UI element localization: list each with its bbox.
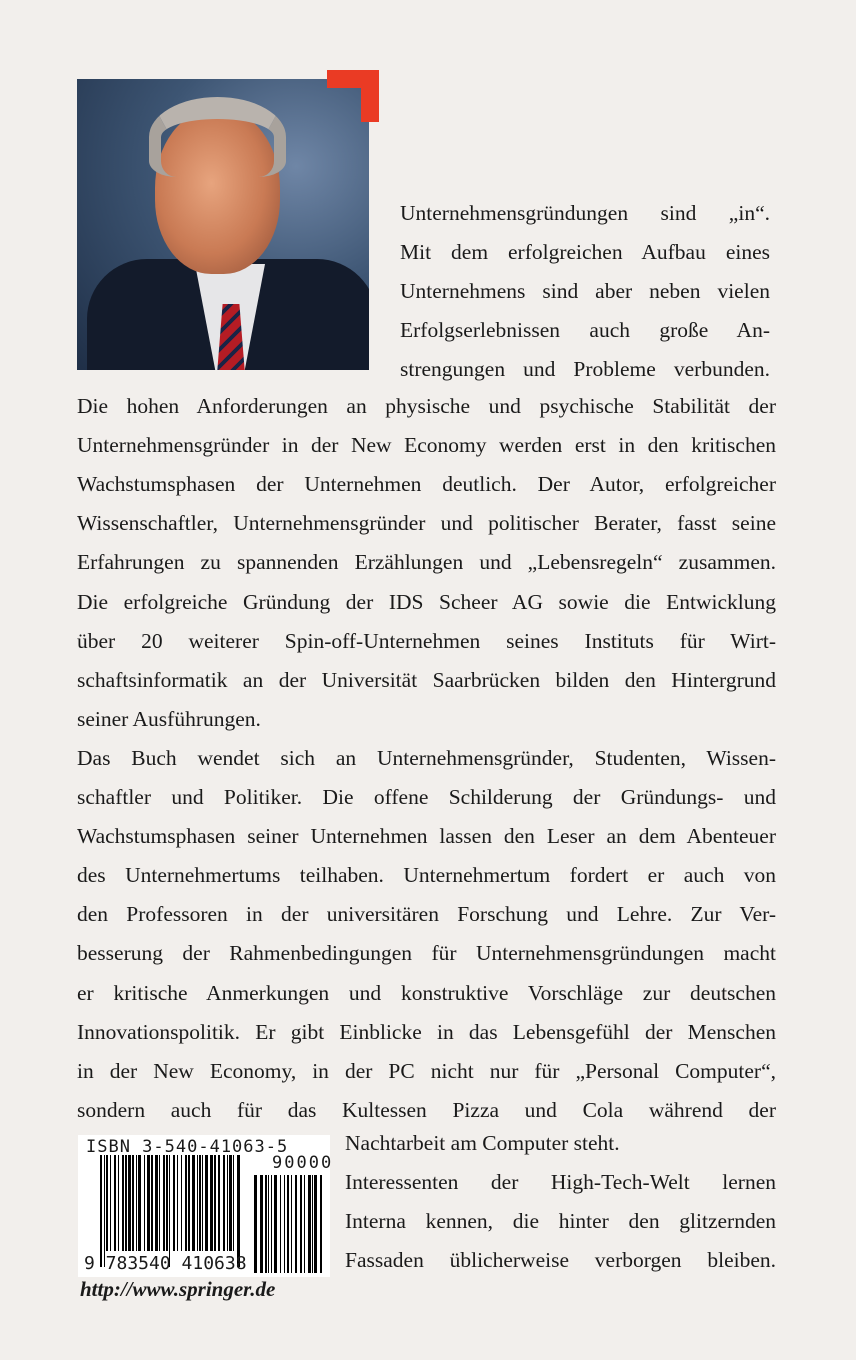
text-line: strengungen und Probleme verbunden. (400, 357, 770, 382)
text-line: Wachstumsphasen der Unternehmen deutlich. Der Autor, erfolgreicher (77, 472, 776, 497)
barcode-bar (260, 1175, 263, 1273)
barcode-bar (287, 1175, 289, 1273)
author-photo (77, 79, 369, 370)
isbn-barcode (78, 1135, 334, 1277)
barcode-bar (114, 1155, 116, 1251)
barcode-bar (291, 1175, 292, 1273)
barcode-bar (254, 1175, 257, 1273)
barcode-bar (166, 1155, 168, 1251)
barcode-bar (132, 1155, 134, 1251)
isbn-number: ISBN 3-540-41063-5 (86, 1137, 289, 1157)
barcode-bar (169, 1155, 170, 1267)
barcode-bar (155, 1155, 158, 1251)
text-line: Interessenten der High-Tech-Welt lernen (345, 1170, 776, 1195)
barcode-bar (320, 1175, 322, 1273)
text-line: Die erfolgreiche Gründung der IDS Scheer AG sowie die Entwicklung (77, 589, 776, 614)
barcode-bar (314, 1175, 317, 1273)
text-line: Nachtarbeit am Computer steht. (345, 1131, 620, 1155)
barcode-bar (173, 1155, 175, 1251)
barcode-bar (308, 1175, 311, 1273)
barcode-bar (210, 1155, 213, 1251)
barcode-bar (199, 1155, 201, 1251)
barcode-bar (118, 1155, 119, 1251)
barcode-bar (188, 1155, 190, 1251)
barcode-bar (177, 1155, 178, 1251)
barcode-bar (237, 1155, 240, 1267)
barcode-bar (295, 1175, 297, 1273)
hair (149, 97, 286, 177)
barcode-bar (122, 1155, 124, 1251)
barcode-bar (197, 1155, 198, 1251)
text-line: Interna kennen, die hinter den glitzernden (345, 1209, 776, 1234)
text-line: Innovationspolitik. Er gibt Einblicke in das Lebensgefühl der Menschen (77, 1019, 776, 1044)
barcode-bar (300, 1175, 302, 1273)
barcode-bar (205, 1155, 208, 1251)
text-line: besserung der Rahmenbedingungen für Unternehmensgründungen macht (77, 941, 776, 966)
barcode-bar (229, 1155, 232, 1251)
barcode-bar (138, 1155, 141, 1251)
barcode-bar (128, 1155, 131, 1251)
barcode-bar (136, 1155, 137, 1251)
text-line: schaftsinformatik an der Universität Saarbrücken bilden den Hintergrund (77, 667, 776, 692)
barcode-bar (163, 1155, 165, 1251)
text-line: er kritische Anmerkungen und konstruktive Vorschläge zur deutschen (77, 980, 776, 1005)
barcode-bar (223, 1155, 225, 1251)
text-line: Die hohen Anforderungen an physische und psychische Stabilität der (77, 394, 776, 418)
barcode-bar (110, 1155, 111, 1251)
barcode-bar (202, 1155, 203, 1251)
barcode-bar (265, 1175, 267, 1273)
text-line: Das Buch wendet sich an Unternehmensgründer, Studenten, Wissen- (77, 745, 776, 770)
barcode-bar (151, 1155, 153, 1251)
barcode-bar (185, 1155, 187, 1251)
ean-number: 9 783540 410638 (84, 1253, 247, 1274)
text-line: Unternehmens sind aber neben vielen (400, 279, 770, 304)
barcode-bar (106, 1155, 108, 1251)
barcode-bar (271, 1175, 272, 1273)
text-line: Mit dem erfolgreichen Aufbau eines (400, 240, 770, 265)
text-line: Wissenschaftler, Unternehmensgründer und politischer Berater, fasst seine (77, 511, 776, 536)
text-line: sondern auch für das Kultessen Pizza und Cola während der (77, 1097, 776, 1122)
barcode-bar (304, 1175, 305, 1273)
barcode-bar (274, 1175, 277, 1273)
barcode-bar (268, 1175, 269, 1273)
barcode-bar (147, 1155, 150, 1251)
text-line: seiner Ausführungen. (77, 706, 261, 731)
barcode-bar (284, 1175, 285, 1273)
barcode-bar (144, 1155, 145, 1251)
barcode-bar (181, 1155, 182, 1251)
text-line: Wachstumsphasen seiner Unternehmen lassen den Leser an dem Abenteuer (77, 824, 776, 849)
barcode-bar (192, 1155, 195, 1251)
barcode-bar (100, 1155, 102, 1267)
text-line: in der New Economy, in der PC nicht nur für „Personal Computer“, (77, 1058, 776, 1083)
barcode-bar (227, 1155, 228, 1251)
barcode-bar (218, 1155, 220, 1251)
barcode-bar (104, 1155, 105, 1267)
text-line: Unternehmensgründer in der New Economy werden erst in den kritischen (77, 433, 776, 458)
text-line: Fassaden üblicherweise verborgen bleiben. (345, 1248, 776, 1273)
text-line: Erfahrungen zu spannenden Erzählungen und „Lebensregeln“ zusammen. (77, 550, 776, 575)
red-corner-mark (327, 70, 379, 122)
barcode-bar (312, 1175, 313, 1273)
publisher-url[interactable]: http://www.springer.de (80, 1277, 276, 1301)
text-line: schaftler und Politiker. Die offene Schilderung der Gründungs- und (77, 785, 776, 809)
text-line: Erfolgserlebnissen auch große An- (400, 318, 770, 343)
text-line: Unternehmensgründungen sind „in“. (400, 201, 770, 225)
price-addon: 90000 (272, 1153, 334, 1173)
barcode-bar (159, 1155, 160, 1251)
text-line: des Unternehmertums teilhaben. Unternehmertum fordert er auch von (77, 863, 776, 888)
text-line: über 20 weiterer Spin-off-Unternehmen seines Instituts für Wirt- (77, 628, 776, 653)
barcode-bar (233, 1155, 234, 1251)
barcode-bar (280, 1175, 281, 1273)
barcode-bar (214, 1155, 216, 1251)
barcode-bar (125, 1155, 127, 1251)
text-line: den Professoren in der universitären Forschung und Lehre. Zur Ver- (77, 902, 776, 927)
